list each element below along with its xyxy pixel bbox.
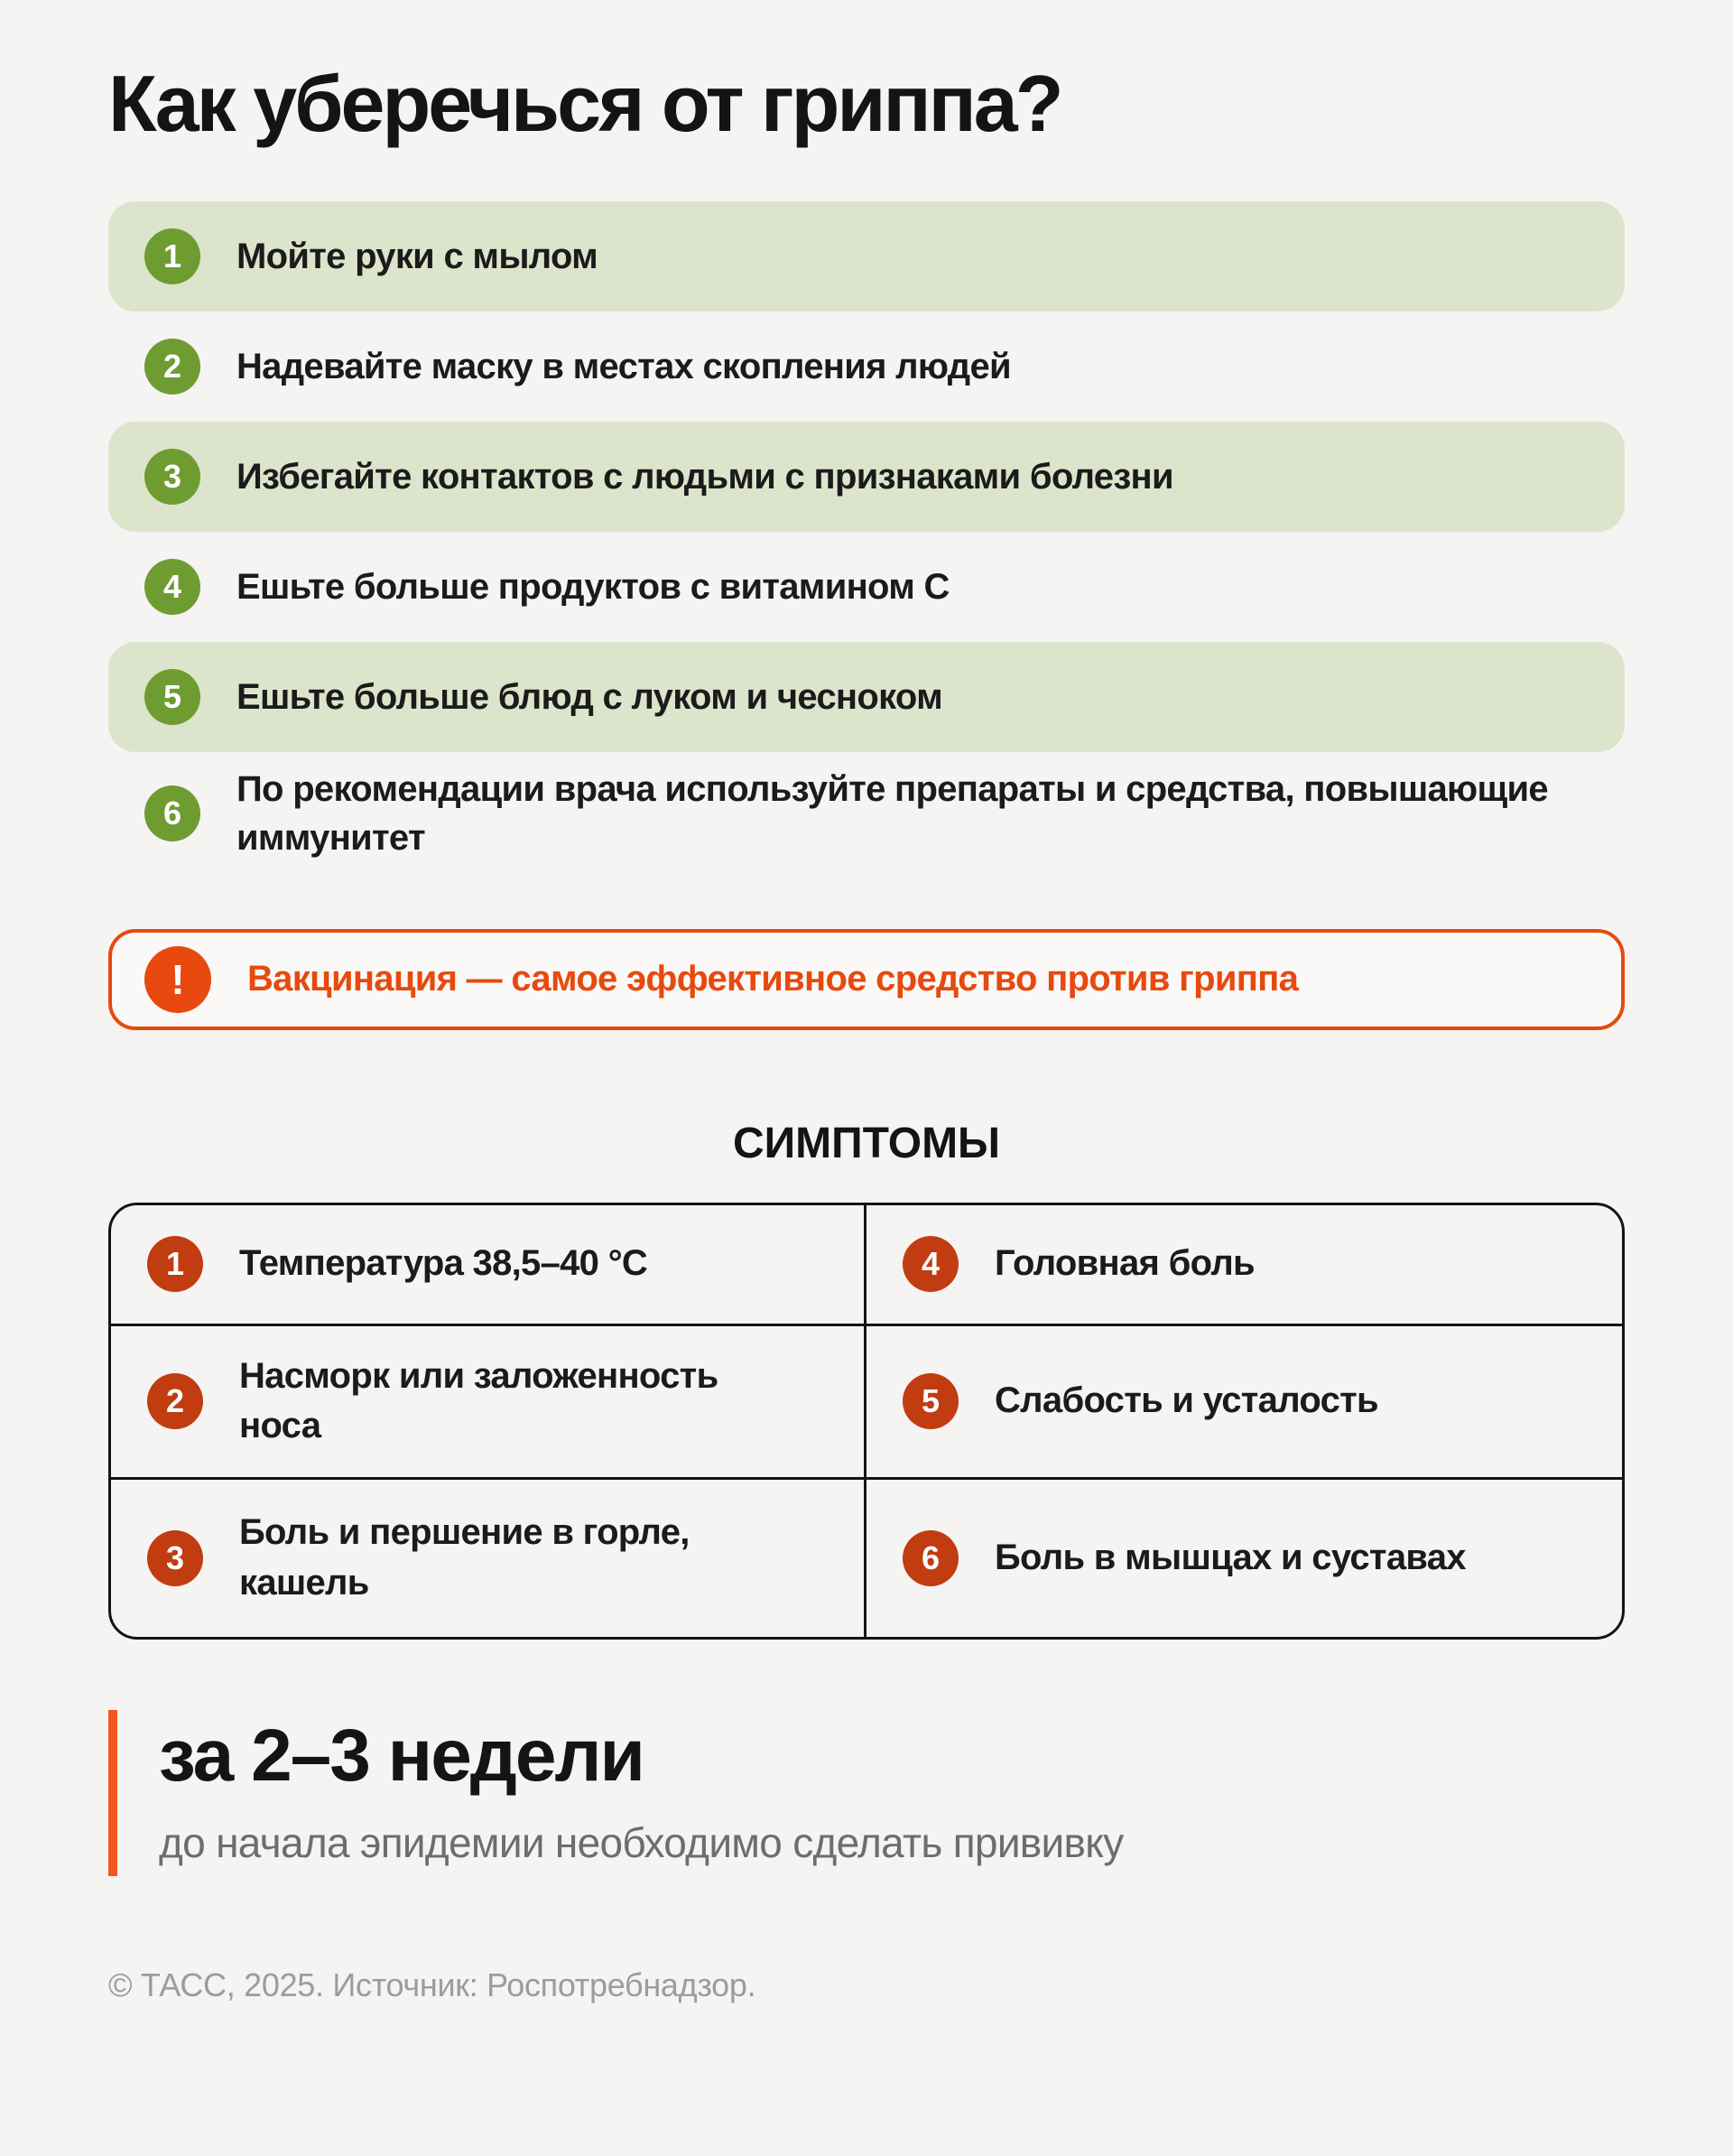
symptom-cell-3 — [111, 1480, 866, 1637]
page-title: Как уберечься от гриппа? — [108, 59, 1061, 148]
vaccination-warning-box — [108, 929, 1625, 1030]
prevention-item-text: Ешьте больше блюд с луком и чесноком — [236, 676, 943, 717]
symptom-cell-6 — [866, 1480, 1622, 1637]
exclamation-icon: ! — [144, 946, 211, 1013]
symptom-text: Слабость и усталость — [995, 1380, 1378, 1421]
symptom-text: Боль и першение в горле, кашель — [239, 1512, 690, 1603]
source-credit: © ТАСС, 2025. Источник: Роспотребнадзор. — [108, 1965, 756, 2003]
symptom-text: Насморк или заложенность носа — [239, 1355, 718, 1446]
symptom-text: Температура 38,5–40 °C — [239, 1243, 648, 1284]
prevention-item-text: Надевайте маску в местах скопления людей — [236, 346, 1011, 386]
prevention-item-3 — [108, 422, 1625, 532]
step-number-badge: 3 — [144, 449, 200, 505]
symptom-text: Головная боль — [995, 1243, 1255, 1284]
symptom-cell-2 — [111, 1326, 866, 1480]
prevention-item-2 — [108, 311, 1625, 422]
prevention-item-text: По рекомендации врача используйте препараты и средства, повышающие иммунитет — [236, 768, 1548, 858]
symptom-number-badge: 5 — [903, 1373, 959, 1429]
symptom-cell-5 — [866, 1326, 1622, 1480]
step-number-badge: 6 — [144, 785, 200, 841]
prevention-item-text: Ешьте больше продуктов с витамином С — [236, 566, 950, 607]
vaccination-timing-callout — [108, 1710, 1625, 1876]
symptom-number-badge: 3 — [147, 1530, 203, 1586]
symptoms-heading: СИМПТОМЫ — [732, 1119, 1001, 1167]
prevention-item-6 — [108, 752, 1625, 875]
symptom-number-badge: 1 — [147, 1236, 203, 1292]
prevention-item-text: Мойте руки с мылом — [236, 236, 598, 276]
prevention-item-4 — [108, 532, 1625, 642]
symptom-number-badge: 4 — [903, 1236, 959, 1292]
step-number-badge: 1 — [144, 228, 200, 284]
symptom-number-badge: 2 — [147, 1373, 203, 1429]
prevention-item-5 — [108, 642, 1625, 752]
callout-subtitle: до начала эпидемии необходимо сделать прививку — [159, 1818, 1124, 1866]
vaccination-warning-text: Вакцинация — самое эффективное средство против гриппа — [247, 959, 1299, 999]
prevention-item-text: Избегайте контактов с людьми с признаками болезни — [236, 456, 1173, 497]
step-number-badge: 2 — [144, 339, 200, 395]
prevention-item-1 — [108, 201, 1625, 311]
step-number-badge: 4 — [144, 559, 200, 615]
symptom-number-badge: 6 — [903, 1530, 959, 1586]
symptom-cell-4 — [866, 1205, 1622, 1326]
symptom-text: Боль в мышцах и суставах — [995, 1537, 1466, 1577]
symptoms-table — [108, 1203, 1625, 1640]
step-number-badge: 5 — [144, 669, 200, 725]
symptom-cell-1 — [111, 1205, 866, 1326]
callout-title: за 2–3 недели — [159, 1714, 644, 1797]
prevention-list — [108, 201, 1625, 875]
